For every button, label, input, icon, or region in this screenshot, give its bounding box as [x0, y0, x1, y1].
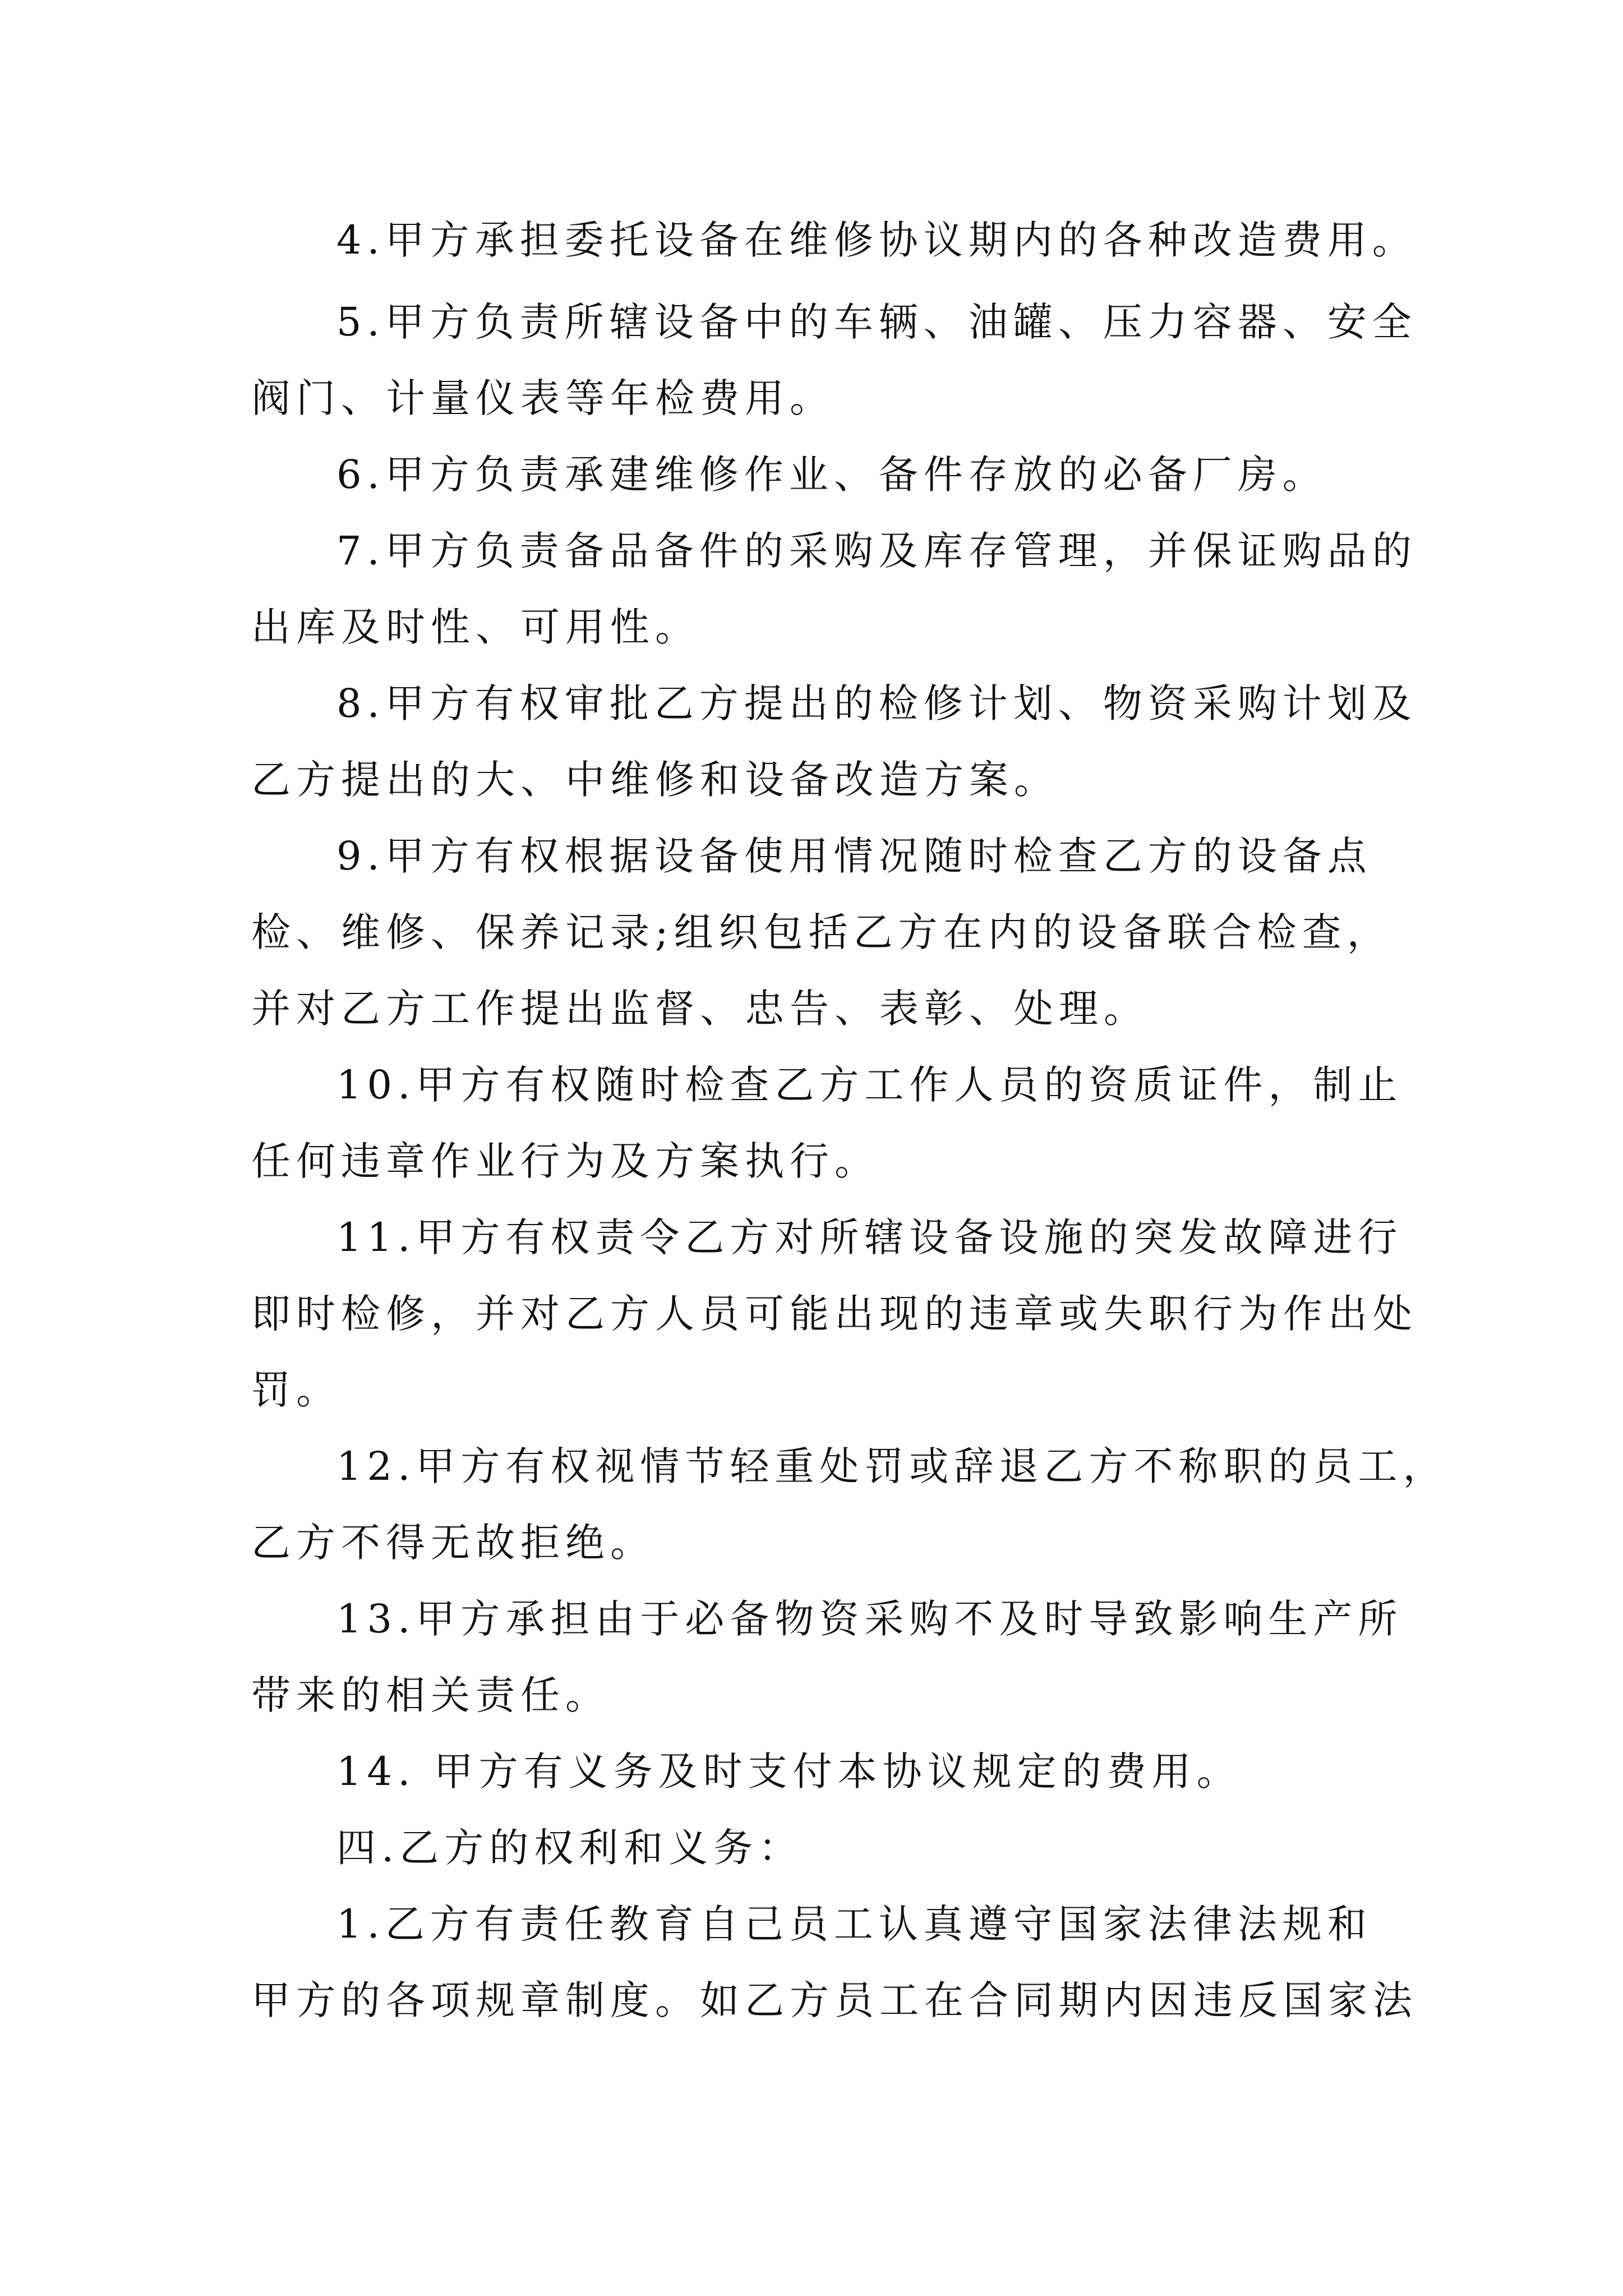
text-line: 并对乙方工作提出监督、忠告、表彰、处理。: [251, 986, 1149, 1032]
text-line: 阀门、计量仪表等年检费用。: [251, 375, 834, 421]
text-line: 10.甲方有权随时检查乙方工作人员的资质证件，制止: [336, 1062, 1403, 1108]
text-line: 带来的相关责任。: [251, 1672, 610, 1718]
text-line: 检、维修、保养记录;组织包括乙方在内的设备联合检查，: [251, 909, 1392, 955]
section-heading: 四.乙方的权利和义务：: [336, 1825, 804, 1871]
text-line: 11.甲方有权责令乙方对所辖设备设施的突发故障进行: [336, 1214, 1403, 1260]
text-line: 5.甲方负责所辖设备中的车辆、油罐、压力容器、安全: [336, 299, 1417, 345]
text-line: 任何违章作业行为及方案执行。: [251, 1138, 879, 1184]
text-line: 乙方提出的大、中维修和设备改造方案。: [251, 757, 1059, 803]
text-line: 乙方不得无故拒绝。: [251, 1520, 655, 1566]
text-line: 8.甲方有权审批乙方提出的检修计划、物资采购计划及: [336, 680, 1417, 726]
text-line: 4.甲方承担委托设备在维修协议期内的各种改造费用。: [336, 217, 1417, 263]
text-line: 出库及时性、可用性。: [251, 604, 700, 650]
text-line: 罚。: [251, 1367, 341, 1413]
text-line: 即时检修，并对乙方人员可能出现的违章或失职行为作出处: [251, 1291, 1418, 1337]
text-line: 14. 甲方有义务及时支付本协议规定的费用。: [336, 1749, 1242, 1795]
text-line: 1.乙方有责任教育自己员工认真遵守国家法律法规和: [336, 1901, 1372, 1947]
text-line: 甲方的各项规章制度。如乙方员工在合同期内因违反国家法: [251, 1977, 1418, 2023]
text-line: 7.甲方负责备品备件的采购及库存管理，并保证购品的: [336, 528, 1417, 574]
text-line: 6.甲方负责承建维修作业、备件存放的必备厂房。: [336, 452, 1327, 498]
text-line: 9.甲方有权根据设备使用情况随时检查乙方的设备点: [336, 833, 1372, 879]
text-line: 13.甲方承担由于必备物资采购不及时导致影响生产所: [336, 1596, 1403, 1642]
text-line: 12.甲方有权视情节轻重处罚或辞退乙方不称职的员工，: [336, 1443, 1448, 1489]
